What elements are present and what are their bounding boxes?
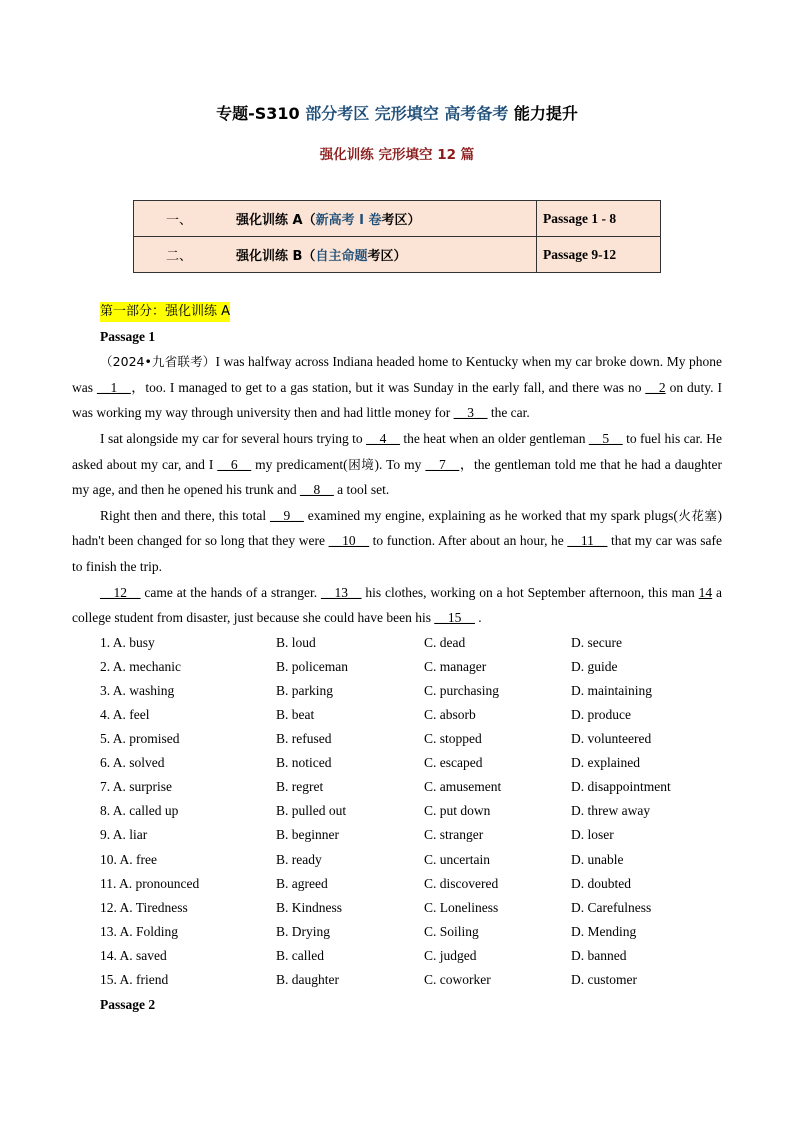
option-d: D. threw away xyxy=(571,803,651,819)
option-b: B. ready xyxy=(276,851,322,867)
passage-paragraph xyxy=(72,503,722,580)
contents-row xyxy=(134,237,661,273)
contents-number: 二、 xyxy=(165,249,192,264)
contents-label-post: 考区） xyxy=(381,213,421,228)
blank-14: 14 xyxy=(698,584,713,600)
option-d: D. explained xyxy=(571,755,640,771)
option-a: 8. A. called up xyxy=(100,803,179,819)
option-a: 2. A. mechanic xyxy=(100,658,181,674)
option-c: C. judged xyxy=(424,947,477,963)
contents-range-cell: Passage 9-12 xyxy=(537,237,661,273)
passage-text: Right then and there, this total xyxy=(100,507,271,523)
option-b: B. refused xyxy=(276,731,332,747)
option-b: B. noticed xyxy=(276,755,332,771)
blank-5: __5__ xyxy=(588,430,623,446)
option-d: D. Mending xyxy=(571,923,637,939)
option-row xyxy=(100,944,722,968)
contents-label-pre: 强化训练 A（ xyxy=(236,213,316,228)
option-c: C. stranger xyxy=(424,827,484,843)
option-d: D. guide xyxy=(571,658,618,674)
option-c: C. uncertain xyxy=(424,851,490,867)
passage-title: Passage 1 xyxy=(100,328,156,344)
option-a: 10. A. free xyxy=(100,851,157,867)
option-a: 12. A. Tiredness xyxy=(100,899,188,915)
passage-text: my predicament( xyxy=(251,456,348,472)
option-d: D. volunteered xyxy=(571,731,652,747)
option-b: B. Kindness xyxy=(276,899,343,915)
passage-text: the heat when an older gentleman xyxy=(399,430,589,446)
blank-9: __9__ xyxy=(270,507,304,523)
passage-paragraph xyxy=(72,349,722,426)
passage-text: examined my engine, explaining as he worked that my spark plugs( xyxy=(303,507,678,523)
contents-row xyxy=(134,201,661,237)
passage-text: a college student from disaster, just because she could have been his xyxy=(72,584,723,626)
answer-options xyxy=(100,631,722,992)
passage-source: （2024•九省联考） xyxy=(100,354,216,370)
passage-title: Passage 2 xyxy=(100,997,156,1013)
option-b: B. beginner xyxy=(276,827,339,843)
option-a: 14. A. saved xyxy=(100,947,167,963)
title-highlight: 部分考区 完形填空 高考备考 xyxy=(305,104,509,123)
blank-3: __3__ xyxy=(453,405,488,421)
option-a: 1. A. busy xyxy=(100,634,155,650)
option-c: C. purchasing xyxy=(424,682,499,698)
passage-text: I sat alongside my car for several hours trying to xyxy=(100,430,367,446)
option-row xyxy=(100,679,722,703)
option-c: C. manager xyxy=(424,658,487,674)
option-row xyxy=(100,848,722,872)
contents-table xyxy=(133,200,661,273)
option-b: B. agreed xyxy=(276,875,328,891)
blank-13: __13__ xyxy=(320,584,362,600)
option-c: C. discovered xyxy=(424,875,499,891)
exercise-content xyxy=(72,298,722,1018)
option-row xyxy=(100,775,722,799)
document-subtitle: 强化训练 完形填空 12 篇 xyxy=(319,147,475,163)
option-row xyxy=(100,751,722,775)
option-b: B. parking xyxy=(276,682,333,698)
passage-text: I was halfway across Indiana headed home to Kentucky when my car broke down. My phone was xyxy=(72,354,722,395)
option-c: C. absorb xyxy=(424,707,476,722)
blank-7: __7__ xyxy=(425,456,460,472)
option-row xyxy=(100,823,722,847)
option-a: 7. A. surprise xyxy=(100,779,172,795)
document-title xyxy=(0,101,794,124)
option-d: D. banned xyxy=(571,947,627,963)
contents-label-highlight: 自主命题 xyxy=(315,249,368,264)
passage-paragraph xyxy=(72,580,722,631)
option-a: 11. A. pronounced xyxy=(100,875,200,891)
blank-8: __8__ xyxy=(299,482,334,498)
option-row xyxy=(100,727,722,751)
option-d: D. unable xyxy=(571,851,624,867)
passage-text: to fuel his car. He asked about my car, and I xyxy=(72,430,722,472)
option-d: D. disappointment xyxy=(571,779,671,795)
title-prefix: 专题-S310 xyxy=(216,104,306,123)
passage-text: the car. xyxy=(487,405,530,421)
passage-text: on duty. I was working my way through university then and had little money for xyxy=(72,379,722,421)
blank-6: __6__ xyxy=(217,456,252,472)
option-c: C. amusement xyxy=(424,779,502,795)
option-row xyxy=(100,703,722,727)
passage-text: came at the hands of a stranger. xyxy=(140,584,321,600)
option-d: D. secure xyxy=(571,634,622,650)
option-b: B. Drying xyxy=(276,923,330,939)
passage-text: a tool set. xyxy=(333,482,390,498)
option-a: 3. A. washing xyxy=(100,682,175,698)
contents-range-cell: Passage 1 - 8 xyxy=(537,201,661,237)
blank-10: __10__ xyxy=(328,533,370,549)
option-d: D. maintaining xyxy=(571,682,652,698)
option-row xyxy=(100,872,722,896)
passage-text: ，the gentleman told me that he had a daughter my age, and then he opened his trunk and xyxy=(72,456,722,498)
chinese-gloss: 火花塞 xyxy=(677,507,718,523)
option-b: B. pulled out xyxy=(276,803,347,819)
option-b: B. policeman xyxy=(276,658,348,674)
option-c: C. dead xyxy=(424,634,466,650)
blank-2: __2 xyxy=(645,379,666,395)
option-a: 9. A. liar xyxy=(100,827,148,843)
blank-1: __1__ xyxy=(96,379,131,395)
contents-label-highlight: 新高考 Ⅰ 卷 xyxy=(315,213,382,228)
contents-label-post: 考区） xyxy=(367,249,407,264)
passage-text: ). To my xyxy=(374,456,426,472)
option-a: 5. A. promised xyxy=(100,731,180,747)
contents-number: 一、 xyxy=(165,213,192,228)
option-b: B. called xyxy=(276,947,324,963)
blank-11: __11__ xyxy=(567,533,608,549)
option-d: D. customer xyxy=(571,972,637,988)
section-heading: 第一部分：强化训练 A xyxy=(100,302,230,322)
passage-paragraph xyxy=(72,426,722,503)
option-row xyxy=(100,896,722,920)
option-a: 6. A. solved xyxy=(100,755,165,771)
option-b: B. regret xyxy=(276,779,324,795)
blank-12: __12__ xyxy=(100,584,141,600)
option-d: D. produce xyxy=(571,707,631,722)
passage-text: that my car was safe to finish the trip. xyxy=(72,533,722,574)
passage-text: to function. After about an hour, he xyxy=(369,533,568,549)
option-a: 15. A. friend xyxy=(100,972,169,988)
option-c: C. coworker xyxy=(424,972,491,988)
contents-label-pre: 强化训练 B（ xyxy=(236,249,316,264)
option-c: C. put down xyxy=(424,803,491,819)
option-row xyxy=(100,655,722,679)
option-d: D. Carefulness xyxy=(571,899,652,915)
option-b: B. beat xyxy=(276,707,315,722)
option-c: C. stopped xyxy=(424,731,482,747)
passage-text: ) hadn't been changed for so long that they were xyxy=(72,507,722,549)
contents-label-cell xyxy=(134,201,537,237)
blank-4: __4__ xyxy=(366,430,400,446)
option-c: C. Soiling xyxy=(424,923,479,939)
option-row xyxy=(100,799,722,823)
title-suffix: 能力提升 xyxy=(508,104,578,123)
passage-text: ，too. I managed to get to a gas station, but it was Sunday in the early fall, and there was no xyxy=(130,379,646,395)
passage-text: his clothes, working on a hot September afternoon, this man xyxy=(361,584,699,600)
option-b: B. loud xyxy=(276,634,316,650)
option-d: D. doubted xyxy=(571,875,631,891)
chinese-gloss: 困境 xyxy=(347,456,375,472)
option-c: C. escaped xyxy=(424,755,483,771)
option-a: 13. A. Folding xyxy=(100,923,179,939)
option-c: C. Loneliness xyxy=(424,899,499,915)
passage-text: . xyxy=(474,610,482,626)
option-d: D. loser xyxy=(571,827,614,843)
option-row xyxy=(100,631,722,655)
contents-label-cell xyxy=(134,237,537,273)
blank-15: __15__ xyxy=(434,610,475,626)
option-b: B. daughter xyxy=(276,972,339,988)
option-row xyxy=(100,968,722,992)
option-a: 4. A. feel xyxy=(100,707,150,722)
option-row xyxy=(100,920,722,944)
